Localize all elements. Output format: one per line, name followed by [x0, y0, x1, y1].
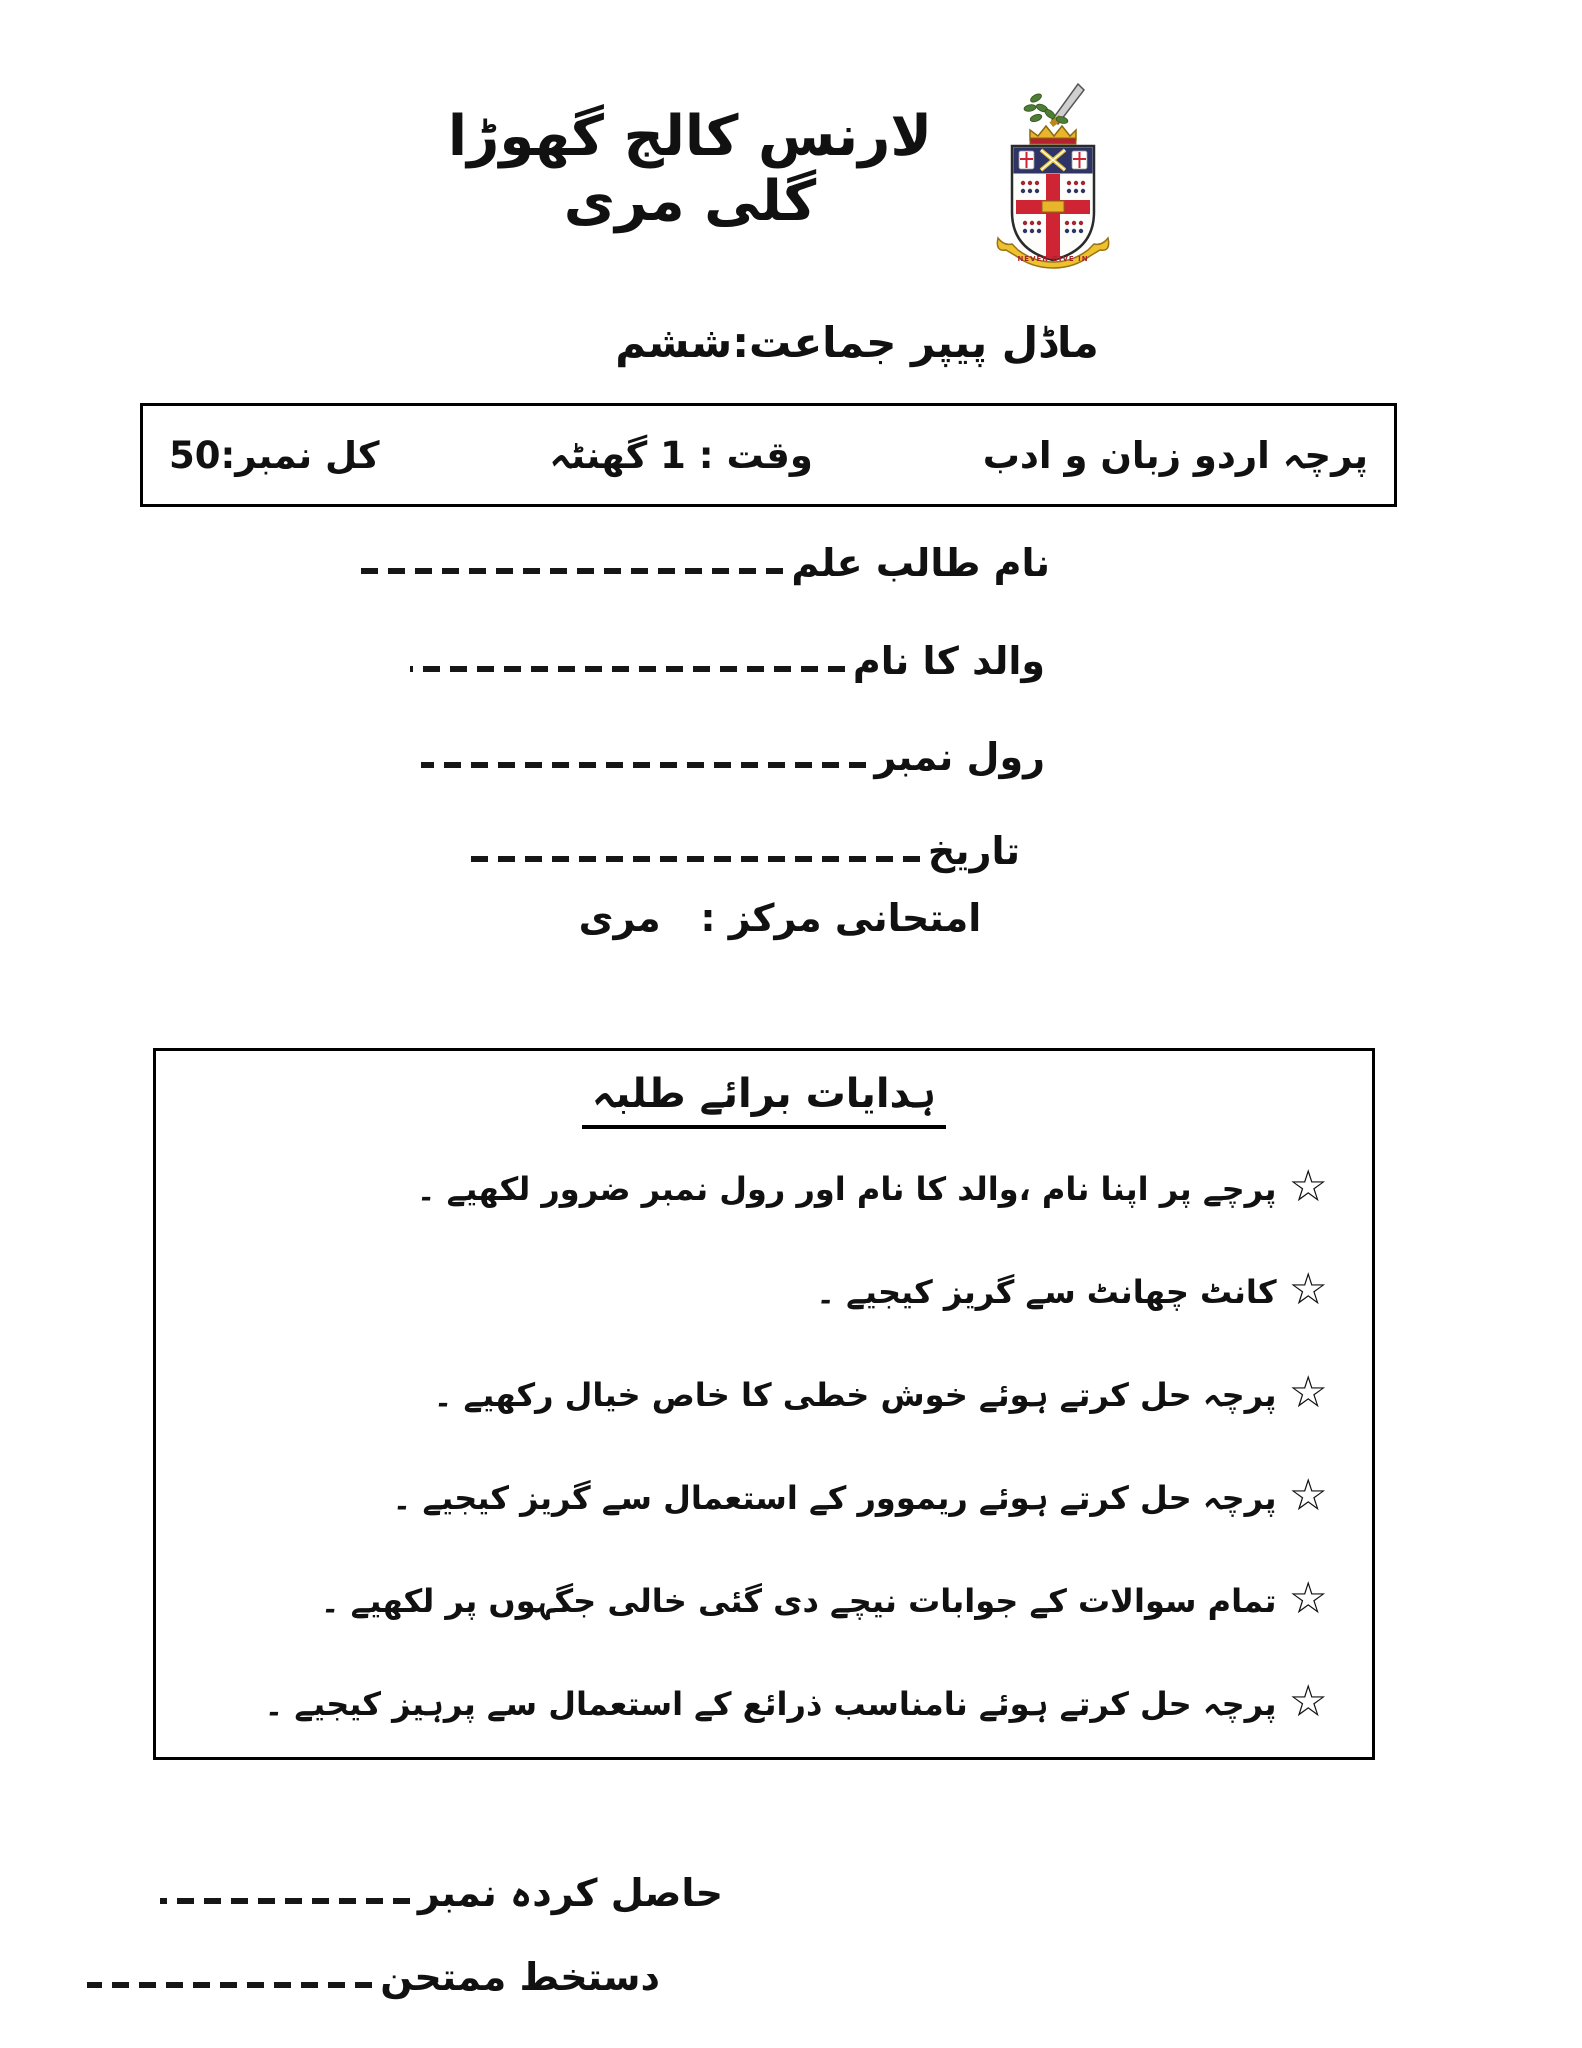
instruction-item [200, 1446, 1328, 1549]
field-father-name [410, 636, 1045, 687]
instruction-item [200, 1549, 1328, 1652]
star-bullet-icon: ☆ [1288, 1469, 1328, 1521]
field-label: تاریخ [927, 829, 1020, 873]
blank-line [358, 568, 783, 574]
exam-center: امتحانی مرکز : مری [578, 896, 982, 940]
star-bullet-icon: ☆ [1288, 1263, 1328, 1315]
college-crest-logo [992, 80, 1114, 280]
blank-line [87, 1982, 372, 1988]
field-label: دستخط ممتحن [380, 1955, 660, 1999]
blank-line [160, 1898, 410, 1904]
instruction-text: پرچہ حل کرتے ہوئے نامناسب ذرائع کے استعمال سے پرہیز کیجیے ۔ [264, 1684, 1277, 1723]
instructions-box [153, 1048, 1375, 1760]
field-examiner-signature [87, 1952, 660, 2003]
paper-total-marks: کل نمبر:50 [169, 433, 380, 477]
star-bullet-icon: ☆ [1288, 1366, 1328, 1418]
instruction-item [200, 1240, 1328, 1343]
instruction-text: تمام سوالات کے جوابات نیچے دی گئی خالی جگہوں پر لکھیے ۔ [320, 1581, 1277, 1620]
blank-line [470, 856, 920, 862]
blank-line [410, 666, 845, 672]
field-label: رول نمبر [874, 735, 1045, 779]
paper-time: وقت : 1 گھنٹہ [549, 433, 813, 477]
instruction-text: کانٹ چھانٹ سے گریز کیجیے ۔ [816, 1272, 1277, 1311]
instruction-item [200, 1652, 1328, 1755]
paper-name: پرچہ اردو زبان و ادب [982, 433, 1368, 477]
instruction-text: پرچے پر اپنا نام ،والد کا نام اور رول نمبر ضرور لکھیے ۔ [416, 1169, 1277, 1208]
instructions-list [200, 1137, 1328, 1755]
field-label: نام طالب علم [791, 541, 1050, 585]
star-bullet-icon: ☆ [1288, 1572, 1328, 1624]
instruction-item [200, 1137, 1328, 1240]
crest-motto-text: NEVER GIVE IN [1017, 255, 1089, 263]
field-date [470, 826, 1020, 877]
field-student-name [358, 538, 1050, 589]
paper-info-bar [140, 403, 1397, 507]
field-obtained-marks [160, 1868, 723, 1919]
instruction-item [200, 1343, 1328, 1446]
blank-line [421, 762, 866, 768]
college-name: لارنس کالج گھوڑا گلی مری [447, 104, 933, 234]
field-label: والد کا نام [852, 639, 1045, 683]
field-label: حاصل کردہ نمبر [417, 1871, 723, 1915]
star-bullet-icon: ☆ [1288, 1160, 1328, 1212]
instruction-text: پرچہ حل کرتے ہوئے ریموور کے استعمال سے گریز کیجیے ۔ [392, 1478, 1277, 1517]
paper-subtitle: ماڈل پیپر جماعت:ششم [615, 318, 1099, 367]
crest-crown-icon [1030, 126, 1076, 144]
star-bullet-icon: ☆ [1288, 1675, 1328, 1727]
field-roll-number [421, 732, 1045, 783]
instruction-text: پرچہ حل کرتے ہوئے خوش خطی کا خاص خیال رکھیے ۔ [433, 1375, 1277, 1414]
instructions-title: ہدایات برائے طلبہ [582, 1071, 946, 1129]
